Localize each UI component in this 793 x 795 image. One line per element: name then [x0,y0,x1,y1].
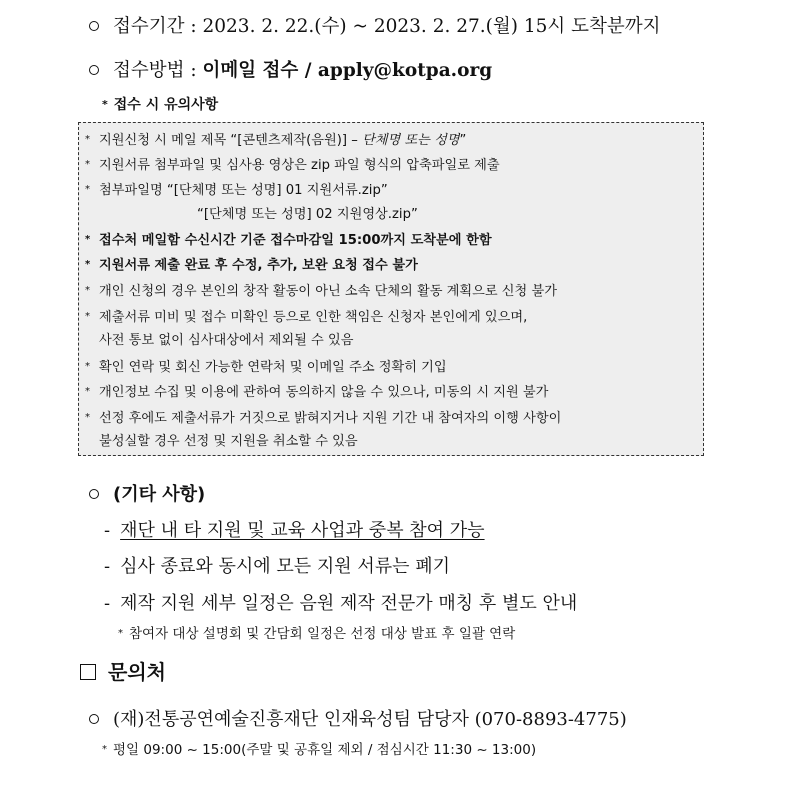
star-icon: * [118,628,123,639]
notes-item-bold [85,229,492,248]
notes-item [85,381,548,400]
method-line [89,56,492,82]
notes-item-cont [99,329,353,348]
notes-item-text: 불성실할 경우 선정 및 지원을 취소할 수 있음 [99,434,358,449]
notes-item-text: 선정 후에도 제출서류가 거짓으로 밝혀지거나 지원 기간 내 참여자의 이행 사항이 [99,411,562,426]
dash-icon: - [104,556,111,577]
notes-item-text: 확인 연락 및 회신 가능한 연락처 및 이메일 주소 정확히 기입 [99,360,447,375]
circle-bullet-icon [89,714,99,724]
method-email-bold: 이메일 접수 [202,60,299,81]
star-icon: * [85,361,90,372]
method-email-address: / apply@kotpa.org [298,60,493,81]
period-label: 접수기간 : [113,16,203,37]
period-line [89,12,660,38]
dash-icon: - [104,593,111,614]
contact-line [89,705,627,731]
circle-bullet-icon [89,65,99,75]
notes-item [85,154,500,173]
notes-item [85,407,561,426]
circle-bullet-icon [89,489,99,499]
notes-item-text: 지원서류 첨부파일 및 심사용 영상은 zip 파일 형식의 압축파일로 제출 [99,158,500,173]
notes-item [85,356,447,375]
notes-item [85,179,388,198]
star-icon: * [85,184,90,195]
notes-item-bold [85,254,418,273]
star-icon: * [85,285,90,296]
notes-item [85,129,466,148]
notes-heading [102,94,218,114]
notes-item-text: 지원신청 시 메일 제목 “[콘텐츠제작(음원)] – [99,133,362,148]
notes-item-text: 첨부파일명 “[단체명 또는 성명] 01 지원서류.zip” [99,183,388,198]
notes-item-text: 지원서류 제출 완료 후 수정, 추가, 보완 요청 접수 불가 [99,258,418,273]
contact-section-title [80,656,166,685]
notes-item-text: “[단체명 또는 성명] 02 지원영상.zip” [197,207,418,222]
contact-hours [102,738,536,758]
notes-heading-text: 접수 시 유의사항 [113,97,219,113]
contact-title-text: 문의처 [108,660,166,684]
star-icon: * [102,744,107,755]
etc-item-text: 제작 지원 세부 일정은 음원 제작 전문가 매칭 후 별도 안내 [120,593,578,614]
etc-item [104,516,485,542]
star-icon: * [85,134,90,145]
notes-item-indent [197,203,418,222]
contact-line-text: (재)전통공연예술진흥재단 인재육성팀 담당자 (070-8893-4775) [113,709,627,730]
dash-icon: - [104,520,111,541]
notes-item-text: 개인 신청의 경우 본인의 창작 활동이 아닌 소속 단체의 활동 계획으로 신청 불가 [99,284,557,299]
star-icon: * [102,98,108,111]
method-label: 접수방법 : [113,60,203,81]
etc-heading [89,480,205,506]
star-icon: * [85,386,90,397]
checkbox-square-icon [80,664,96,680]
star-icon: * [85,259,91,270]
etc-item [104,589,577,615]
notes-item-text: 사전 통보 없이 심사대상에서 제외될 수 있음 [99,333,354,348]
notes-item-italic: 단체명 또는 성명 [361,133,460,148]
notes-item-text: 개인정보 수집 및 이용에 관하여 동의하지 않을 수 있으나, 미동의 시 지원 불가 [99,385,549,400]
notes-item [85,280,557,299]
etc-note [118,622,515,642]
notes-box [78,122,704,456]
period-value: 2023. 2. 22.(수) ~ 2023. 2. 27.(월) 15시 도착분까지 [202,16,661,37]
contact-hours-text: 평일 09:00 ~ 15:00(주말 및 공휴일 제외 / 점심시간 11:30 ~ 13:00) [113,742,537,758]
notes-item-tail: ” [459,133,467,148]
star-icon: * [85,159,90,170]
circle-bullet-icon [89,21,99,31]
etc-item-text: 재단 내 타 지원 및 교육 사업과 중복 참여 가능 [120,520,485,541]
notes-item [85,306,527,325]
star-icon: * [85,234,91,245]
etc-item [104,552,450,578]
star-icon: * [85,412,90,423]
etc-note-text: 참여자 대상 설명회 및 간담회 일정은 선정 대상 발표 후 일괄 연락 [129,626,516,642]
star-icon: * [85,311,90,322]
notes-item-text: 제출서류 미비 및 접수 미확인 등으로 인한 책임은 신청자 본인에게 있으며, [99,310,528,325]
etc-heading-text: (기타 사항) [113,484,206,505]
etc-item-text: 심사 종료와 동시에 모든 지원 서류는 폐기 [120,556,451,577]
notes-item-text: 접수처 메일함 수신시간 기준 접수마감일 15:00까지 도착분에 한함 [99,233,492,248]
notes-item-cont [99,430,358,449]
